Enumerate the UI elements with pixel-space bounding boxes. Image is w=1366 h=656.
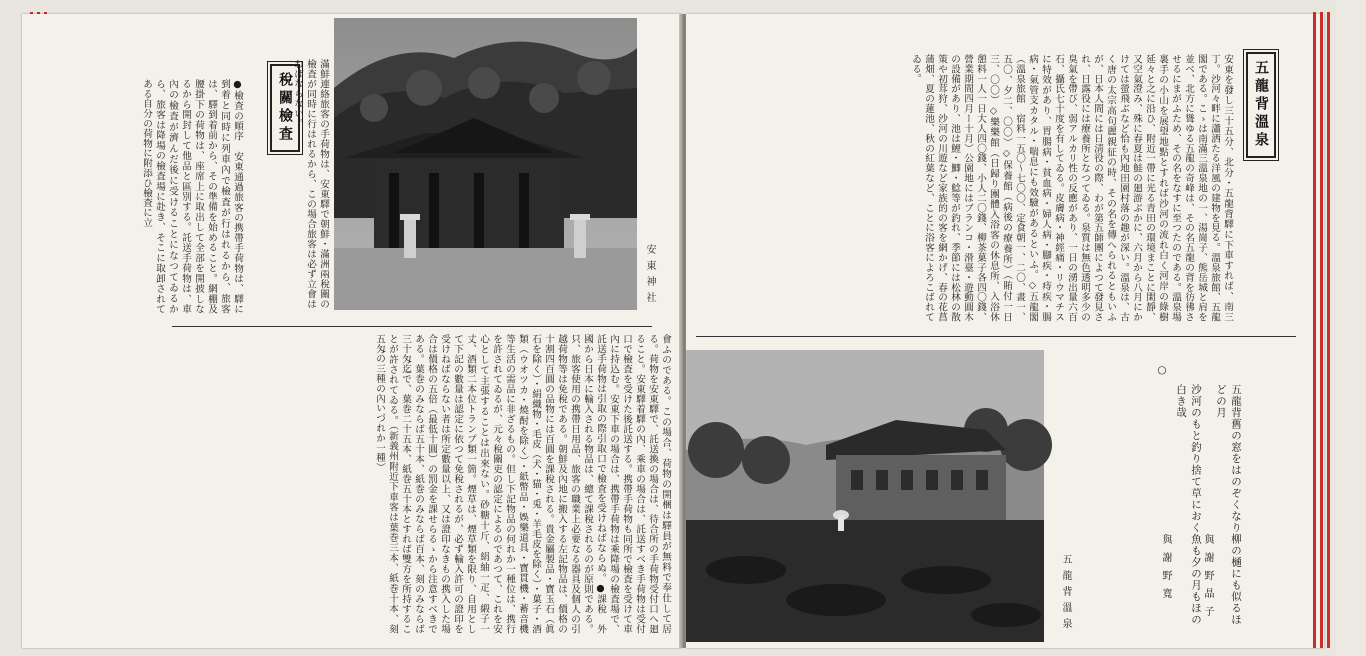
section-divider xyxy=(172,326,652,327)
poem-1-author: 與謝野晶子 xyxy=(1202,534,1213,624)
customs-body: ●檢査の順序 安東通過旅客の携帶手荷物は、驛に到着と同時に列車內で檢査が行はれるから、旅客は、驛到着前から、その準備を始めること。網棚及腰掛下の荷物は、座席上に取出して全部を開披しなるから開封して他品と區別する。託送手荷物は、車內の檢査が濟んだ後に受けることになつてゐるから、旅客は降場の檢査場に赴き、そこに取卸されてある自分の荷物に附添ひ檢査に立 xyxy=(141,79,243,314)
poem-marker: ○ xyxy=(1156,364,1168,377)
right-page xyxy=(686,14,1324,648)
hotspring-illustration xyxy=(686,350,1044,642)
shrine-caption: 安東神社 xyxy=(644,244,655,308)
hotspring-body: 安東を發し三十五分、北分・五龍背驛に下車すれば、南三丁。沙河々畔に瀟洒たる洋風の建物を見る。溫泉旅館、五龍閣である。こゝは南滿三溫泉地の一、湯崗子、熊岳城と肩を並べ、北方に聳ゆる五龍の奇峰は、その名五龍の背を彷彿させるにまがふため、その名をなすに至つたのである。溫泉場裏手の小山を展望地點とすれば沙河の流れ白く河岸の綠樹延々と之に沿ひ、附近一帶に光る青田の環境まことに閑靜、又空氣澄み、殊に春夏は鮭の廻游ぶかに、六月から八月にかけては螢飛ぶなど恰も內地田園村落の趣が深い。溫泉は、古く唐の太宗高句麗親征の時、その名を傳へられるともいふが、日本人間には日淸役の際、わが第五師團によつて發見され、日露役には療養所となつてゐる。泉質は無色透明多少の臭氣を帶び、弱アルカリ性の反應があり、一日の湧出量六百石、攝氏七十度を有してゐる。皮膚病・神經痛・リウマチスに特效があり、胃腸病・貧血病・婦人病・腳疾・痔疾・腸病・氣管支カタル・喘息にも效驗があるといふ。◇五龍閣（溫泉旅館 宿料一五〇〜七〇〇、定食朝一、二〇、晝一、五〇、夕二、〇〇）◇保養館（病後の療養所）（賄付一日三、〇〇）◇樂樂館（日歸り團體入浴客の休息所、入浴休憩料一人一日大人四〇錢、小人二〇錢、柳茶菓子各四〇錢、營業期間四月ー十月）公園地にはブランコ・滑臺・遊動圓木の設備があり、池は鯉・鯽・鯰等が釣れ、季節には松林の散策や初茸狩、沙河の川遊など家族的の客を網かげ、春の花菖蒲畑、夏の蓮池、秋の紅葉など、ことに浴客によろこばれてゐる。 xyxy=(910,54,1233,322)
hotspring-caption: 五龍背溫泉 xyxy=(1060,554,1071,634)
shrine-photo xyxy=(334,18,637,310)
hotspring-photo xyxy=(686,350,1044,642)
red-border-line xyxy=(1327,12,1330,648)
hotspring-heading: 五龍背溫泉 xyxy=(1246,52,1276,158)
customs-lower-body: 會ふのである。この場合、荷物の開梱は驛員が無料で奉仕して居る。荷物を安東驛で、託送換の場合は、待合所の手荷物受付口へ廻ること。安東驛着驛の內、乘車の場合は、託送すべき手荷物は受付口で檢査を受けた後託送する。携帶手荷物も同所で檢査を受けて車內に持込む。安東下車の場合は、携帶手荷物は乘降場の檢査場で、託送手荷物は引取の際引取口で檢査を受けねばならぬ。●課稅 外國から日本に輸入される物品は、總て課稅されるのが原則である。只、旅客使用の携帶日用品、旅客の職業上必要なる器具及個人の引越荷物等は免稅である。朝鮮及內地に搬入する左記物品は、價格の十割四百圓の品物には百圓を課稅される。貴金屬製品・寶玉石（眞石を除く）・絹織物・毛皮（犬・猫・兎・羊毛皮を除く）・菓子・酒類（ウオツカ・燒酎を除く）・紙幣品・娛樂道具・寶貫機・蓄音機等生活の需品に非ざるもの。但し下記物品の何れか一種位は、携行を許されてゐるが、元々稅關吏の認定によるのであつて、これを安心として主張することは出來ない。砂糖十斤、絹紬一疋、緞子一丈、酒類二本位トランプ類一箇。煙草は、煙草類を限り、自用として下記の數量は認定に依つて免稅されるが、必ず輸入許可の證印を受けねばならない者は所定數量以上、又は證印なきもの携入した場合は價格の五倍（最低十圓）の罰金を課せらるゝから注意すべきである。葉巻のみならば五十本、紙巻のみならば百本、刻のみならば三十匁迄で、葉巻二十五本、紙巻五十本とすれば雙方を所持することが許されてゐる。（新義州附近下車客は葉巻三本、紙巻十本、刻五匁の三種の內いづれか一種） xyxy=(374,334,671,634)
background-edge xyxy=(1336,0,1366,656)
customs-heading: 稅關檢査 xyxy=(270,64,300,152)
poem-2-author: 與謝野寬 xyxy=(1160,534,1171,606)
section-divider xyxy=(696,336,1296,337)
shrine-illustration xyxy=(334,18,637,310)
red-border-line xyxy=(1313,12,1316,648)
customs-intro: 滿鮮連絡旅客の手荷物は、安東驛で朝鮮・滿洲兩稅關の檢査が同時に行はれるから、この場合旅客は必ず立會はねばならない。 xyxy=(292,59,329,309)
red-border-line xyxy=(1320,12,1323,648)
left-page xyxy=(22,14,682,648)
poem-1: 五龍背舊の窓をはのぞくなり柳の樋にも似るほどの月 xyxy=(1215,384,1242,626)
poem-2: 沙河のもと釣り捨て草におく魚も夕の月もほの白き哉 xyxy=(1175,384,1202,626)
